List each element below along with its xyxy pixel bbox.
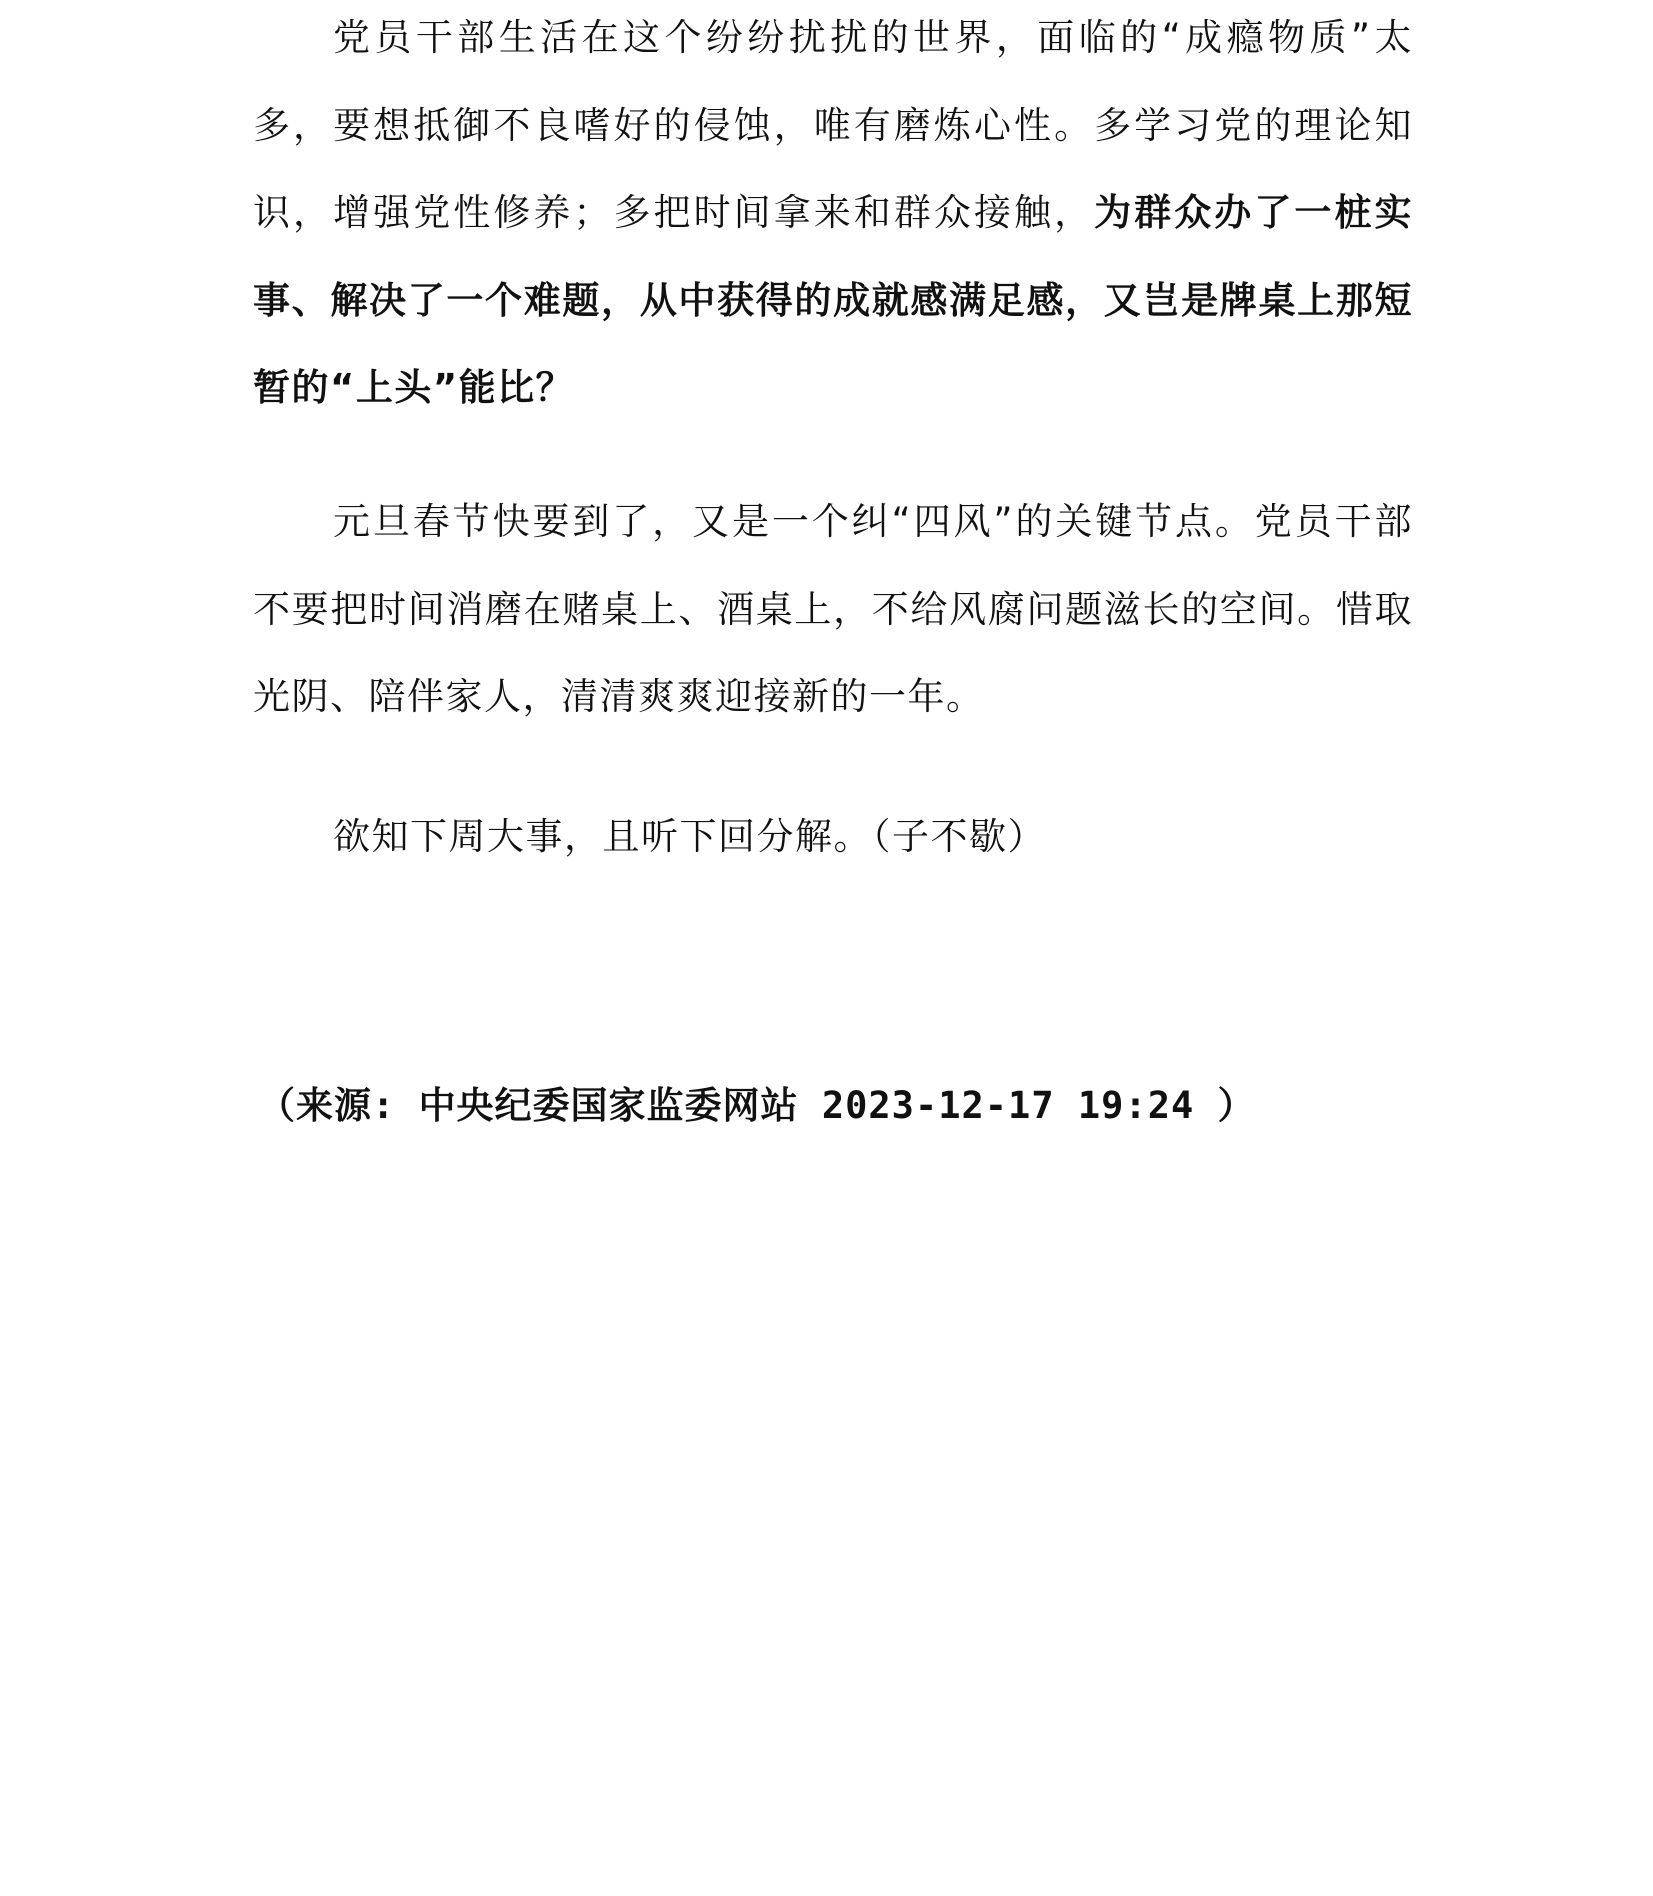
paragraph-emphasis: 为群众办了一桩实事、解决了一个难题，从中获得的成就感满足感，又岂是牌桌上那短暂的“上头”能比？ <box>253 191 1413 409</box>
paragraph-closing: 欲知下周大事，且听下回分解。（子不歇） <box>333 815 1046 858</box>
source-close: ） <box>1217 1084 1256 1127</box>
source-site: 中央纪委国家监委网站 <box>418 1084 799 1127</box>
source-datetime: 2023-12-17 19:24 <box>798 1084 1218 1127</box>
paragraph-self-discipline <box>253 0 1413 432</box>
source-line <box>258 1075 1418 1137</box>
paragraph-text: 党员干部生活在这个纷纷扰扰的世界，面临的“成瘾物质”太多，要想抵御不良嗜好的侵蚀，唯有磨炼心性。多学习党的理论知识，增强党性修养；多把时间拿来和群众接触， <box>253 16 1413 234</box>
source-open: （来源: <box>258 1084 419 1127</box>
paragraph-holiday-reminder: 元旦春节快要到了，又是一个纠“四风”的关键节点。党员干部不要把时间消磨在赌桌上、酒桌上，不给风腐问题滋长的空间。惜取光阴、陪伴家人，清清爽爽迎接新的一年。 <box>253 500 1413 718</box>
